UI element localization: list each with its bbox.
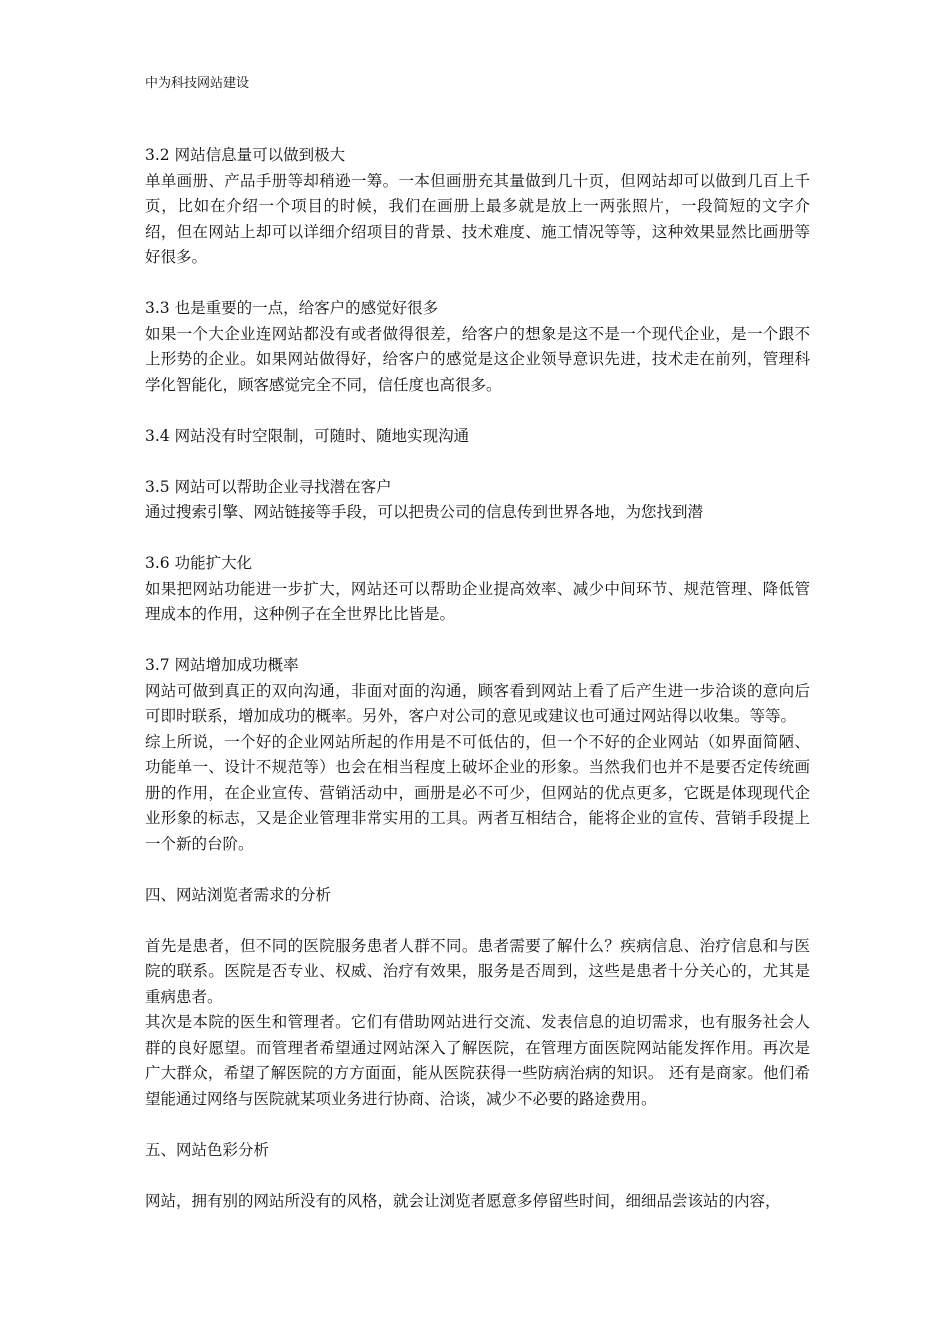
paragraph: 网站，拥有别的网站所没有的风格，就会让浏览者愿意多停留些时间，细细品尝该站的内容， [145,1191,781,1210]
section-heading: 3.2 网站信息量可以做到极大 [145,146,346,164]
paragraph: 网站可做到真正的双向沟通，非面对面的沟通，顾客看到网站上看了后产生进一步洽谈的意向后可即时联系，增加成功的概率。另外，客户对公司的意见或建议也可通过网站得以收集。等等。 [145,681,810,725]
document-body [145,143,810,1214]
paragraph-spacer [145,398,810,424]
paragraph: 通过搜索引擎、网站链接等手段，可以把贵公司的信息传到世界各地，为您找到潜 [145,503,704,521]
paragraph: 单单画册、产品手册等却稍逊一筹。一本但画册充其量做到几十页，但网站却可以做到几百上千页，比如在介绍一个项目的时候，我们在画册上最多就是放上一两张照片，一段简短的文字介绍，但在网站上却可以详细介绍项目的背景、技术难度、施工情况等等，这种效果显然比画册等好很多。 [145,171,810,266]
paragraph: 首先是患者，但不同的医院服务患者人群不同。患者需要了解什么？疾病信息、治疗信息和与医院的联系。医院是否专业、权威、治疗有效果，服务是否周到，这些是患者十分关心的，尤其是重病患者。 [145,936,810,1006]
paragraph: 如果把网站功能进一步扩大，网站还可以帮助企业提高效率、减少中间环节、规范管理、降低管理成本的作用，这种例子在全世界比比皆是。 [145,579,810,623]
paragraph-spacer [145,526,810,552]
paragraph-spacer [145,271,810,297]
paragraph-spacer [145,857,810,883]
paragraph: 综上所说，一个好的企业网站所起的作用是不可低估的，但一个不好的企业网站（如界面简陋、功能单一、设计不规范等）也会在相当程度上破坏企业的形象。当然我们也并不是要否定传统画册的作用，在企业宣传、营销活动中，画册是必不可少，但网站的优点更多，它既是体现现代企业形象的标志，又是企业管理非常实用的工具。两者互相结合，能将企业的宣传、营销手段提上一个新的台阶。 [145,732,810,853]
paragraph: 其次是本院的医生和管理者。它们有借助网站进行交流、发表信息的迫切需求，也有服务社会人群的良好愿望。而管理者希望通过网站深入了解医院，在管理方面医院网站能发挥作用。再次是广大群众，希望了解医院的方方面面，能从医院获得一些防病治病的知识。 还有是商家。他们希望能通过网络与医院就某项业务进行协商、洽谈，减少不必要的路途费用。 [145,1013,810,1108]
section-heading: 3.5 网站可以帮助企业寻找潜在客户 [145,477,392,496]
paragraph-spacer [145,908,810,934]
section-heading: 3.6 功能扩大化 [145,554,253,572]
paragraph-spacer [145,1163,810,1189]
section-heading: 四、网站浏览者需求的分析 [145,885,332,904]
paragraph-spacer [145,449,810,475]
section-heading: 3.3 也是重要的一点，给客户的感觉好很多 [145,299,439,317]
paragraph-spacer [145,628,810,654]
section-heading: 3.7 网站增加成功概率 [145,656,299,674]
section-heading: 3.4 网站没有时空限制，可随时、随地实现沟通 [145,426,470,445]
page-header: 中为科技网站建设 [145,76,250,91]
paragraph: 如果一个大企业连网站都没有或者做得很差，给客户的想象是这不是一个现代企业，是一个跟不上形势的企业。如果网站做得好，给客户的感觉是这企业领导意识先进，技术走在前列，管理科学化智能化，顾客感觉完全不同，信任度也高很多。 [145,324,810,394]
paragraph-spacer [145,1112,810,1138]
section-heading: 五、网站色彩分析 [145,1140,270,1159]
